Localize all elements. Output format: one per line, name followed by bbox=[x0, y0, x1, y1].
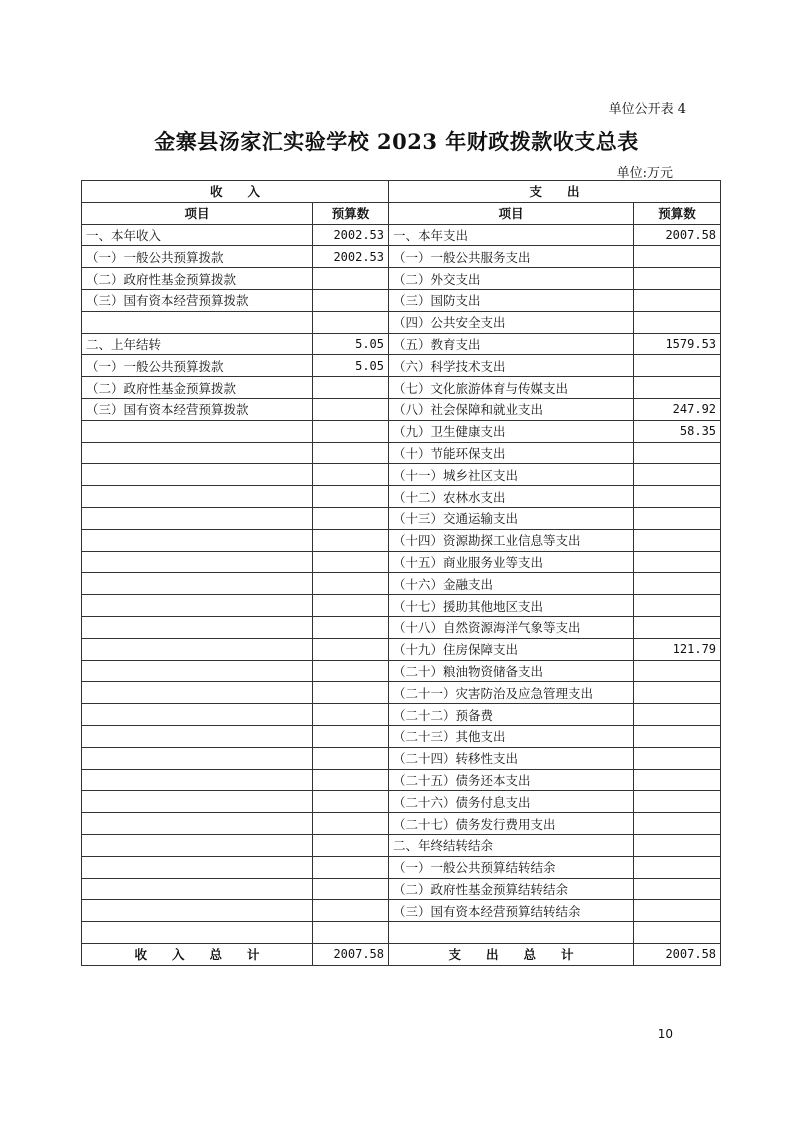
expense-total-label: 支 出 总 计 bbox=[389, 943, 634, 965]
expense-item-cell: （八）社会保障和就业支出 bbox=[389, 398, 634, 420]
expense-budget-cell: 1579.53 bbox=[634, 333, 721, 355]
income-item-cell bbox=[82, 486, 313, 508]
income-total-value: 2007.58 bbox=[313, 943, 389, 965]
income-item-cell: （二）政府性基金预算拨款 bbox=[82, 268, 313, 290]
table-row bbox=[82, 420, 721, 442]
income-item-cell bbox=[82, 573, 313, 595]
expense-budget-cell bbox=[634, 289, 721, 311]
expense-item-cell: （二十二）预备费 bbox=[389, 704, 634, 726]
expense-item-cell: （三）国防支出 bbox=[389, 289, 634, 311]
total-row bbox=[82, 943, 721, 965]
income-budget-cell bbox=[313, 725, 389, 747]
income-item-cell bbox=[82, 834, 313, 856]
expense-budget-cell bbox=[634, 529, 721, 551]
expense-item-cell: （十六）金融支出 bbox=[389, 573, 634, 595]
income-item-cell bbox=[82, 464, 313, 486]
income-total-label: 收 入 总 计 bbox=[82, 943, 313, 965]
table-row bbox=[82, 900, 721, 922]
expense-item-cell: （五）教育支出 bbox=[389, 333, 634, 355]
expense-budget-cell bbox=[634, 682, 721, 704]
expense-budget-cell: 121.79 bbox=[634, 638, 721, 660]
expense-budget-cell bbox=[634, 704, 721, 726]
income-item-cell bbox=[82, 791, 313, 813]
expense-budget-cell bbox=[634, 616, 721, 638]
income-budget-cell bbox=[313, 769, 389, 791]
expense-item-cell: （四）公共安全支出 bbox=[389, 311, 634, 333]
expense-item-cell: （十四）资源勘探工业信息等支出 bbox=[389, 529, 634, 551]
expense-budget-cell bbox=[634, 551, 721, 573]
expense-budget-cell bbox=[634, 311, 721, 333]
table-row bbox=[82, 551, 721, 573]
table-row bbox=[82, 878, 721, 900]
table-row bbox=[82, 856, 721, 878]
expense-budget-cell bbox=[634, 246, 721, 268]
income-item-cell bbox=[82, 922, 313, 944]
income-budget-cell bbox=[313, 922, 389, 944]
table-row bbox=[82, 442, 721, 464]
table-row bbox=[82, 725, 721, 747]
expense-item-cell: 一、本年支出 bbox=[389, 224, 634, 246]
income-item-cell bbox=[82, 442, 313, 464]
income-item-cell: （三）国有资本经营预算拨款 bbox=[82, 289, 313, 311]
expense-item-cell: （一）一般公共预算结转结余 bbox=[389, 856, 634, 878]
income-budget-cell: 5.05 bbox=[313, 355, 389, 377]
expense-budget-cell bbox=[634, 769, 721, 791]
expense-item-cell: （十五）商业服务业等支出 bbox=[389, 551, 634, 573]
income-item-cell bbox=[82, 900, 313, 922]
expense-item-cell: （十八）自然资源海洋气象等支出 bbox=[389, 616, 634, 638]
income-group-header: 收 入 bbox=[82, 181, 389, 203]
expense-budget-cell bbox=[634, 922, 721, 944]
income-budget-cell bbox=[313, 398, 389, 420]
income-budget-cell bbox=[313, 900, 389, 922]
income-budget-cell bbox=[313, 442, 389, 464]
income-budget-cell bbox=[313, 507, 389, 529]
expense-group-header: 支 出 bbox=[389, 181, 721, 203]
expense-budget-cell bbox=[634, 595, 721, 617]
expense-item-cell: （十一）城乡社区支出 bbox=[389, 464, 634, 486]
expense-item-cell: （七）文化旅游体育与传媒支出 bbox=[389, 377, 634, 399]
income-item-cell: 二、上年结转 bbox=[82, 333, 313, 355]
expense-item-cell: （二十七）债务发行费用支出 bbox=[389, 813, 634, 835]
income-budget-cell bbox=[313, 856, 389, 878]
group-header-row bbox=[82, 181, 721, 203]
income-budget-cell bbox=[313, 377, 389, 399]
expense-item-cell: （三）国有资本经营预算结转结余 bbox=[389, 900, 634, 922]
income-budget-cell bbox=[313, 747, 389, 769]
income-budget-cell bbox=[313, 420, 389, 442]
expense-budget-cell bbox=[634, 355, 721, 377]
income-item-cell: 一、本年收入 bbox=[82, 224, 313, 246]
expense-item-cell: （二十四）转移性支出 bbox=[389, 747, 634, 769]
expense-item-cell: （九）卫生健康支出 bbox=[389, 420, 634, 442]
expense-budget-cell bbox=[634, 268, 721, 290]
page-title: 金寨县汤家汇实验学校 2023 年财政拨款收支总表 bbox=[154, 129, 639, 154]
table-row bbox=[82, 616, 721, 638]
expense-budget-cell: 247.92 bbox=[634, 398, 721, 420]
table-row bbox=[82, 355, 721, 377]
table-row bbox=[82, 660, 721, 682]
column-header-row bbox=[82, 202, 721, 224]
table-row bbox=[82, 398, 721, 420]
expense-item-cell: 二、年终结转结余 bbox=[389, 834, 634, 856]
income-item-cell bbox=[82, 725, 313, 747]
expense-budget-cell bbox=[634, 573, 721, 595]
income-budget-cell bbox=[313, 878, 389, 900]
table-row bbox=[82, 289, 721, 311]
income-item-header: 项目 bbox=[82, 202, 313, 224]
income-budget-cell bbox=[313, 595, 389, 617]
table-row bbox=[82, 333, 721, 355]
expense-budget-cell bbox=[634, 377, 721, 399]
expense-budget-cell: 2007.58 bbox=[634, 224, 721, 246]
expense-item-cell: （二十三）其他支出 bbox=[389, 725, 634, 747]
income-budget-cell bbox=[313, 268, 389, 290]
income-budget-header: 预算数 bbox=[313, 202, 389, 224]
table-row bbox=[82, 747, 721, 769]
income-budget-cell bbox=[313, 486, 389, 508]
expense-budget-cell bbox=[634, 464, 721, 486]
expense-item-cell: （六）科学技术支出 bbox=[389, 355, 634, 377]
income-budget-cell bbox=[313, 573, 389, 595]
table-row bbox=[82, 813, 721, 835]
expense-item-cell: （十二）农林水支出 bbox=[389, 486, 634, 508]
income-budget-cell bbox=[313, 813, 389, 835]
expense-item-cell: （十）节能环保支出 bbox=[389, 442, 634, 464]
income-budget-cell bbox=[313, 791, 389, 813]
income-item-cell bbox=[82, 704, 313, 726]
expense-item-cell: （二十六）债务付息支出 bbox=[389, 791, 634, 813]
expense-budget-cell bbox=[634, 813, 721, 835]
income-item-cell bbox=[82, 638, 313, 660]
income-budget-cell bbox=[313, 551, 389, 573]
expense-item-cell: （十七）援助其他地区支出 bbox=[389, 595, 634, 617]
table-row bbox=[82, 507, 721, 529]
income-budget-cell bbox=[313, 660, 389, 682]
table-row bbox=[82, 769, 721, 791]
expense-total-value: 2007.58 bbox=[634, 943, 721, 965]
income-item-cell bbox=[82, 769, 313, 791]
table-number: 单位公开表 4 bbox=[608, 102, 686, 117]
expense-budget-cell: 58.35 bbox=[634, 420, 721, 442]
table-row bbox=[82, 224, 721, 246]
income-item-cell: （一）一般公共预算拨款 bbox=[82, 355, 313, 377]
expense-budget-cell bbox=[634, 725, 721, 747]
income-item-cell bbox=[82, 529, 313, 551]
table-row bbox=[82, 595, 721, 617]
table-row bbox=[82, 246, 721, 268]
table-row bbox=[82, 486, 721, 508]
expense-item-cell: （二）政府性基金预算结转结余 bbox=[389, 878, 634, 900]
table-row bbox=[82, 704, 721, 726]
income-budget-cell bbox=[313, 529, 389, 551]
income-budget-cell bbox=[313, 616, 389, 638]
table-row bbox=[82, 573, 721, 595]
table-row bbox=[82, 464, 721, 486]
income-budget-cell: 5.05 bbox=[313, 333, 389, 355]
income-item-cell bbox=[82, 420, 313, 442]
income-item-cell bbox=[82, 747, 313, 769]
expense-item-cell: （二十一）灾害防治及应急管理支出 bbox=[389, 682, 634, 704]
expense-item-header: 项目 bbox=[389, 202, 634, 224]
income-budget-cell bbox=[313, 682, 389, 704]
income-item-cell: （二）政府性基金预算拨款 bbox=[82, 377, 313, 399]
income-item-cell bbox=[82, 616, 313, 638]
expense-budget-cell bbox=[634, 660, 721, 682]
table-row bbox=[82, 638, 721, 660]
income-item-cell bbox=[82, 682, 313, 704]
expense-budget-cell bbox=[634, 486, 721, 508]
income-budget-cell bbox=[313, 704, 389, 726]
income-budget-cell bbox=[313, 289, 389, 311]
table-row bbox=[82, 377, 721, 399]
income-budget-cell bbox=[313, 311, 389, 333]
expense-item-cell: （一）一般公共服务支出 bbox=[389, 246, 634, 268]
expense-item-cell: （二十五）债务还本支出 bbox=[389, 769, 634, 791]
table-row bbox=[82, 922, 721, 944]
income-budget-cell: 2002.53 bbox=[313, 246, 389, 268]
unit-label: 单位:万元 bbox=[616, 166, 673, 181]
income-item-cell bbox=[82, 660, 313, 682]
income-item-cell bbox=[82, 551, 313, 573]
expense-budget-cell bbox=[634, 900, 721, 922]
expense-budget-cell bbox=[634, 747, 721, 769]
table-row bbox=[82, 791, 721, 813]
expense-budget-cell bbox=[634, 856, 721, 878]
budget-table bbox=[81, 180, 721, 966]
expense-budget-cell bbox=[634, 442, 721, 464]
expense-item-cell: （十九）住房保障支出 bbox=[389, 638, 634, 660]
income-item-cell bbox=[82, 856, 313, 878]
table-row bbox=[82, 268, 721, 290]
income-item-cell bbox=[82, 507, 313, 529]
table-row bbox=[82, 834, 721, 856]
income-item-cell bbox=[82, 595, 313, 617]
expense-item-cell: （十三）交通运输支出 bbox=[389, 507, 634, 529]
income-budget-cell bbox=[313, 834, 389, 856]
table-row bbox=[82, 311, 721, 333]
income-item-cell: （一）一般公共预算拨款 bbox=[82, 246, 313, 268]
income-item-cell bbox=[82, 311, 313, 333]
income-budget-cell bbox=[313, 638, 389, 660]
table-row bbox=[82, 682, 721, 704]
income-budget-cell: 2002.53 bbox=[313, 224, 389, 246]
page-number: 10 bbox=[657, 1027, 673, 1041]
expense-item-cell: （二十）粮油物资储备支出 bbox=[389, 660, 634, 682]
expense-budget-cell bbox=[634, 878, 721, 900]
expense-budget-cell bbox=[634, 834, 721, 856]
expense-budget-cell bbox=[634, 507, 721, 529]
expense-budget-header: 预算数 bbox=[634, 202, 721, 224]
income-item-cell: （三）国有资本经营预算拨款 bbox=[82, 398, 313, 420]
table-row bbox=[82, 529, 721, 551]
expense-budget-cell bbox=[634, 791, 721, 813]
income-item-cell bbox=[82, 813, 313, 835]
expense-item-cell bbox=[389, 922, 634, 944]
expense-item-cell: （二）外交支出 bbox=[389, 268, 634, 290]
income-item-cell bbox=[82, 878, 313, 900]
income-budget-cell bbox=[313, 464, 389, 486]
